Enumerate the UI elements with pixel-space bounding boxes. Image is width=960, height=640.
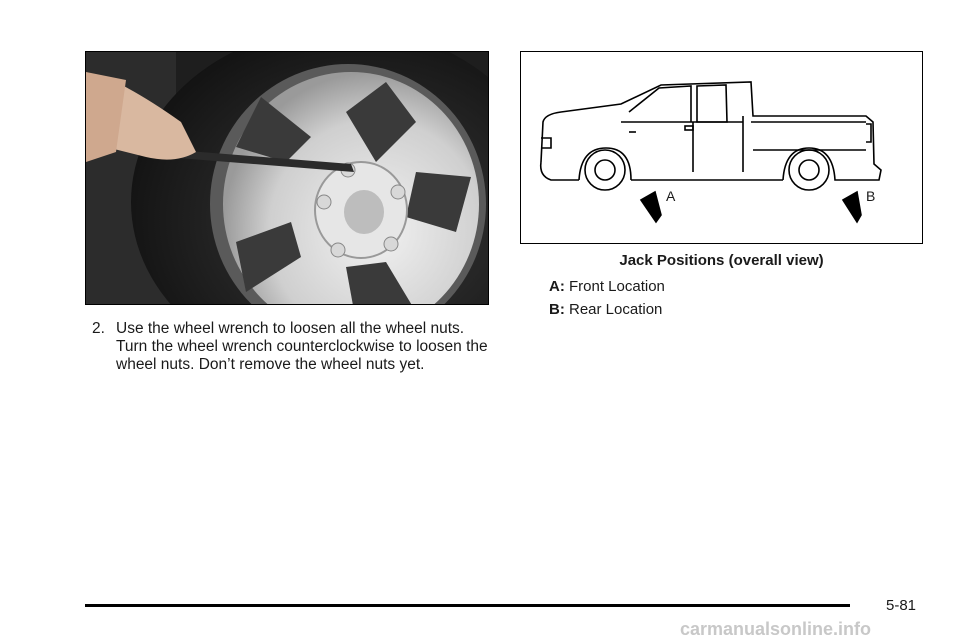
marker-b: B [866,188,876,204]
watermark: carmanualsonline.info [680,619,872,639]
legend-key: A: [549,278,565,295]
pickup-truck-diagram [520,51,923,244]
wheel-wrench-photo [85,51,489,305]
legend-key: B: [549,301,565,318]
marker-a: A [666,188,676,204]
step-number: 2. [92,320,105,337]
page-number: 5-81 [886,597,917,614]
step-body: Use the wheel wrench to loosen all the wheel nuts. Turn the wheel wrench counterclockwise to loosen the wheel nuts. Don’t remove the wheel nuts yet. [116,320,488,373]
legend-item-b [549,301,662,318]
legend-text: Front Location [569,278,665,295]
diagram-caption: Jack Positions (overall view) [619,252,824,269]
step-instruction [92,320,492,374]
footer-rule [85,604,850,607]
legend-text: Rear Location [569,301,663,318]
legend-item-a [549,278,665,295]
